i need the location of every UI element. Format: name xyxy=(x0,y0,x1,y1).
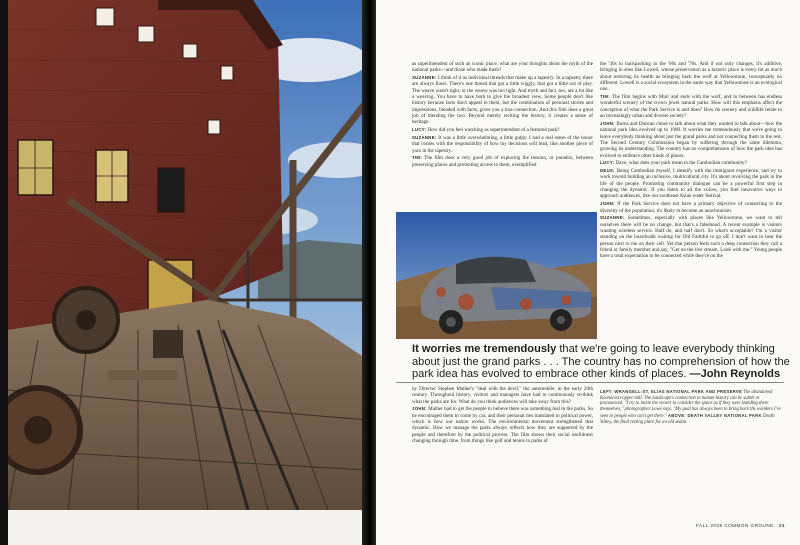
pull-quote xyxy=(412,343,792,381)
speaker-label: TIM: xyxy=(412,155,423,161)
right-page xyxy=(376,0,800,545)
speaker-label: LUCY: xyxy=(412,127,427,133)
paragraph xyxy=(412,75,593,126)
paragraph xyxy=(412,127,593,133)
paragraph-text: Being Cambodian myself, I identify with the immigrant experience, and try to work toward building an inclusive, multicultural city. It's about involving the park in the life of the people. Promoting community dialogue can be a powerful first step in changing the dynamic. If you listen to all the voices, you find innovative ways to approach audiences, like our southeast Asian water festival. xyxy=(600,168,783,200)
paragraph xyxy=(600,160,782,166)
paragraph xyxy=(412,406,593,444)
text-column-1-top xyxy=(412,61,593,169)
pull-quote-attribution: —John Reynolds xyxy=(689,368,781,381)
speaker-label: JOHN: xyxy=(412,406,427,412)
paragraph xyxy=(600,61,782,93)
pull-quote-body: that we're going to leave everybody thinking about just the grand parks . . . The country has no comprehension of how the park idea has evolved to embrace other kinds of places. xyxy=(412,343,790,381)
paragraph xyxy=(412,155,593,168)
speaker-label: JOHN: xyxy=(600,201,615,207)
mill-building-photo xyxy=(8,0,368,510)
paragraph-text: Burns and Duncan chose to talk about what they wanted to talk about—how the national park idea evolved up to 1980. It worries me tremendously that we're going to leave everybody thinking about just the grand parks and not connecting them to the rest. The Second Century Commission began by suffering through the same dilemma, growing its understanding. The country has no comprehension of how the park idea has evolved to embrace other kinds of places. xyxy=(600,120,782,159)
speaker-label: JOHN: xyxy=(600,120,615,126)
paragraph xyxy=(412,61,593,74)
paragraph-text: The film does a very good job of exploring the tension, or paradox, between preserving places and promoting access to them, exemplified xyxy=(412,155,593,168)
paragraph-text: It was a little overwhelming, a little gulpy. I had a real sense of the honor that comes with the responsibility of how my decisions will lead, like another piece of yarn in the tapestry. xyxy=(412,134,593,154)
paragraph xyxy=(412,386,593,405)
caption-text-left: The abandoned Kennecott copper mill. The landscape's connection to human history can be subtle or pronounced. "I try to invite the viewer to consider the space as if they were standing there themselves," photographer Lowe says. "My goal has always been to bring back the wonders I've seen to people who can't get there." xyxy=(600,390,781,419)
folio xyxy=(696,523,785,528)
text-column-1-bottom xyxy=(412,386,593,446)
speaker-label: SUZANNE: xyxy=(600,215,625,221)
paragraph xyxy=(600,121,782,159)
paragraph xyxy=(600,94,782,119)
paragraph-text: as superintendent of such an iconic place, what are your thoughts about the myth of the national parks—and those who made them? xyxy=(412,61,593,74)
paragraph-text: Dave, what does your park mean to the Cambodian community? xyxy=(615,160,747,167)
divider-rule xyxy=(396,382,784,383)
paragraph-text: the '30s to backpacking in the '60s and '70s. And if not only changes, it's additive, bringing in sites like Lowell, whose preservation as a historic place is every bit as much about restoring its health as bringing back the wolf at Yellowstone, conceptually no different. Lowell is a social ecosystem in the same way that Yellowstone is an ecological one. xyxy=(600,61,782,93)
caption-label-left: LEFT: WRANGELL-ST. ELIAS NATIONAL PARK AND PRESERVE xyxy=(600,389,743,394)
paragraph xyxy=(600,201,782,214)
speaker-label: SUZANNE: xyxy=(412,75,437,81)
speaker-label: TIM: xyxy=(600,94,611,100)
caption-label-above: ABOVE: DEATH VALLEY NATIONAL PARK xyxy=(667,412,762,418)
paragraph xyxy=(600,168,782,200)
left-page xyxy=(8,0,368,545)
folio-page-number: 21 xyxy=(778,523,786,528)
caption-text-above: Death Valley, the final resting place for an old sedan. xyxy=(600,413,775,425)
folio-issue: FALL 2009 COMMON GROUND xyxy=(696,523,774,528)
paragraph-text: I think of it as individual threads that make up a tapestry. In a tapestry there are always flaws. There's one thread that got a little wiggly, that got a little out of play. The weave wasn't tight, or the weave was too tight. And myth and fact, too, are a lot like a weaving. You have to have both to give the broadest view. Some people don't like history because facts don't appeal to them, but the combination of personal stories and impressions, blended with facts, gives you a true connection. And this film does a great job of blending the two. Beyond merely reciting the history, it creates a sense of heritage. xyxy=(412,75,593,126)
paragraph-text: If the Park Service does not have a primary objective of connecting to the diversity of the population, it's likely to become an anachronism. xyxy=(600,201,782,214)
speaker-label: LUCY: xyxy=(600,160,615,166)
paragraph xyxy=(412,135,593,154)
paragraph-text: The film begins with Muir and ends with the wolf, and in between has endless wonderful scenery of the crown jewel natural parks. How will this emphasis affect the conception of what the Park Service is and does? How do scenery and wildlife relate to an increasingly urban and diverse society? xyxy=(600,94,783,120)
pull-quote-lead: It worries me tremendously xyxy=(412,343,557,355)
text-column-2-top xyxy=(600,61,782,261)
abandoned-car-photo xyxy=(396,212,597,339)
paragraph-text: Mather had to get the people to believe there was something real in the parks. So he encouraged them to come by car, and their personal ties translated to political power, which is how our nation works. The environmental movement strengthened that dynamic. How we manage the parks always reflects how they are supported by the people and therefore by the political process. The film shows their social usefulness changing through time, from things like golf and tennis in parks of xyxy=(412,406,593,445)
paragraph-text: by Director Stephen Mather's "deal with the devil," the automobile, in the early 20th century. Throughout history, visitors and managers have had to continuously re-think what the parks are for. What do you think audiences will take away from this? xyxy=(412,386,593,405)
speaker-label: DEUS: xyxy=(600,168,615,174)
speaker-label: SUZANNE: xyxy=(412,134,437,140)
photo-caption xyxy=(600,389,782,425)
paragraph-text: Sometimes, especially with places like Yellowstone, we want to tell ourselves there will be no change, but that's a falsehood. A recent example is visitors wanting wireless service. Half do, and half don't. So what's acceptable? I'm a visitor standing on the boardwalk waiting for Old Faithful to go off. I don't want to hear the person next to me on their cell. Yet that person feels such a deep connection they call a friend or family member and say, "Get on the live stream. Look with me." Young people have a total expectation to be connected while they're on the xyxy=(600,215,782,260)
paragraph xyxy=(600,215,782,259)
paragraph-text: How did you feel watching as superintendent of a featured park? xyxy=(427,127,560,134)
